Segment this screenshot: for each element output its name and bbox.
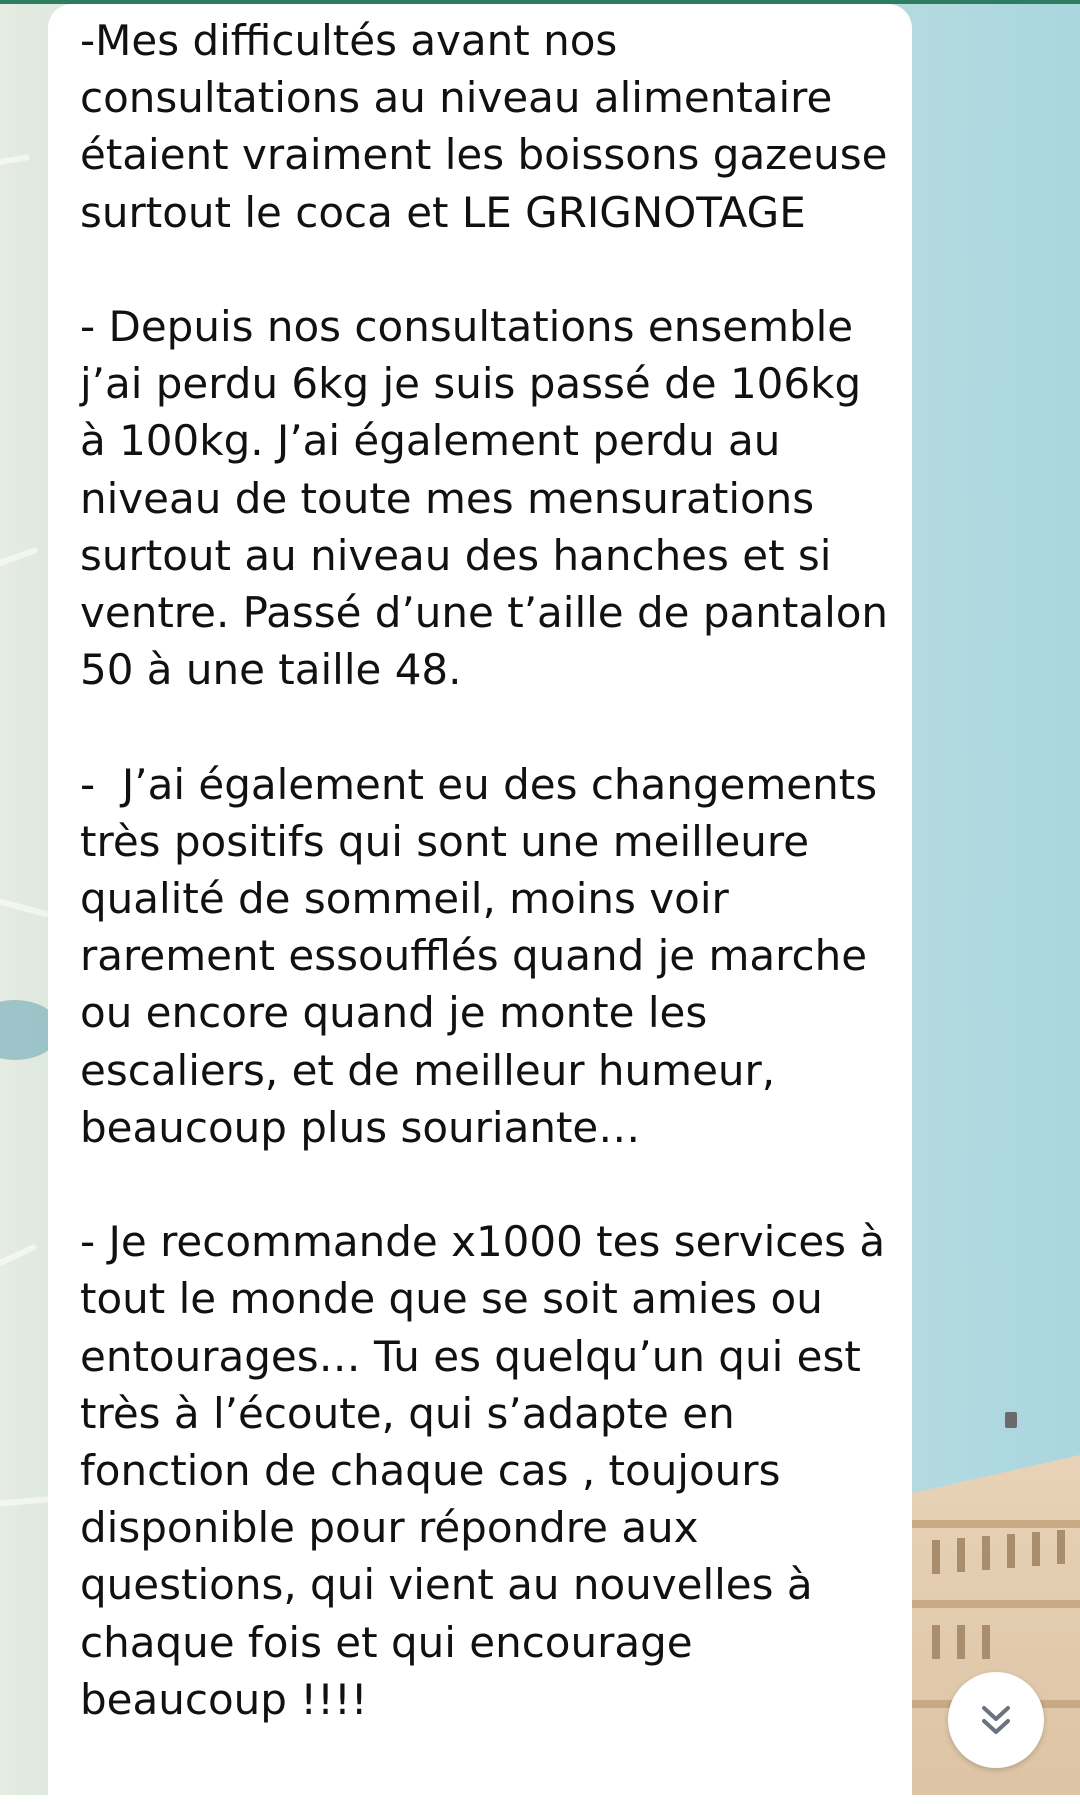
wallpaper-decoration bbox=[0, 154, 30, 172]
wallpaper-decoration bbox=[0, 1243, 38, 1282]
double-chevron-down-icon bbox=[976, 1700, 1016, 1740]
wallpaper-decoration bbox=[0, 888, 49, 917]
wallpaper-decoration bbox=[0, 1496, 50, 1510]
wallpaper-decoration bbox=[0, 547, 39, 580]
scroll-to-bottom-button[interactable] bbox=[948, 1672, 1044, 1768]
message-text: -Mes difficultés avant nos consultations au niveau alimentaire étaient vraiment les boissons gazeuse surtout le coca et LE GRIGNOTAGE - Depuis nos consultations ensemble j’ai perdu 6kg je suis passé de 106kg à 100kg. J’ai également perdu au niveau de toute mes mensurations surtout au niveau des hanches et si ventre. Passé d’une t’aille de pantalon 50 à une taille 48. - J’ai également eu des changements très positifs qui sont une meilleure qualité de sommeil, moins voir rarement essoufflés quand je marche ou encore quand je monte les escaliers, et de meilleur humeur, beaucoup plus souriante… - Je recommande x1000 tes services à tout le monde que se soit amies ou entourages… Tu es quelqu’un qui est très à l’écoute, qui s’adapte en fonction de chaque cas , toujours disponible pour répondre aux questions, qui vient au nouvelles à chaque fois et qui encourage beaucoup !!!! bbox=[80, 16, 889, 1724]
wallpaper-decoration bbox=[1005, 1412, 1017, 1428]
